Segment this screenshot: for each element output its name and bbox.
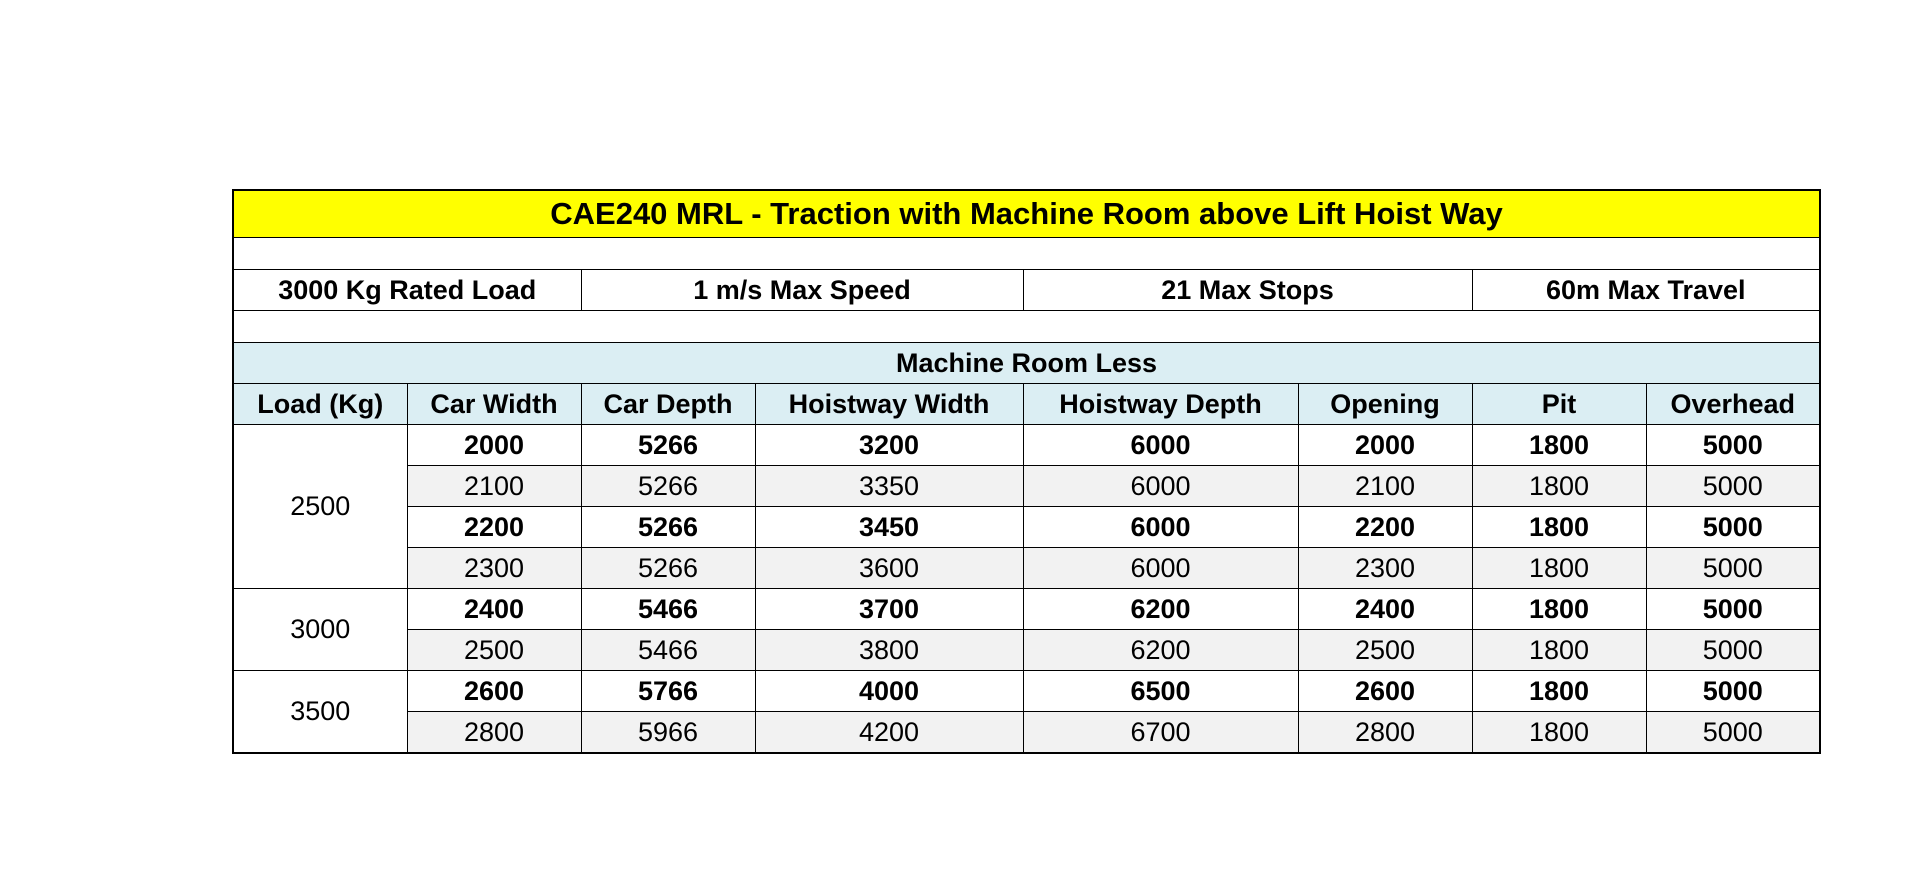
- section-title: Machine Room Less: [233, 343, 1820, 384]
- table-cell: 6500: [1023, 671, 1298, 712]
- table-cell: 2300: [407, 548, 581, 589]
- table-cell: 4200: [755, 712, 1023, 754]
- table-cell: 6200: [1023, 589, 1298, 630]
- table-cell: 2600: [407, 671, 581, 712]
- table-row: [233, 712, 1820, 754]
- spacer-row: [233, 311, 1820, 343]
- table-cell: 1800: [1472, 548, 1646, 589]
- table-cell: 2500: [1298, 630, 1472, 671]
- table-cell: 2000: [1298, 425, 1472, 466]
- table-cell: 1800: [1472, 466, 1646, 507]
- table-cell: 5266: [581, 425, 755, 466]
- table-cell: 2100: [407, 466, 581, 507]
- table-cell: 5766: [581, 671, 755, 712]
- table-cell: 1800: [1472, 507, 1646, 548]
- column-header: Hoistway Depth: [1023, 384, 1298, 425]
- table-cell: 1800: [1472, 671, 1646, 712]
- table-cell: 6000: [1023, 466, 1298, 507]
- table-row: [233, 548, 1820, 589]
- table-cell: 4000: [755, 671, 1023, 712]
- table-cell: 5466: [581, 630, 755, 671]
- table-cell: 2200: [407, 507, 581, 548]
- column-header: Load (Kg): [233, 384, 407, 425]
- table-cell: 2400: [407, 589, 581, 630]
- table-row: [233, 671, 1820, 712]
- table-cell: 3800: [755, 630, 1023, 671]
- table-row: [233, 507, 1820, 548]
- column-header: Car Depth: [581, 384, 755, 425]
- table-cell: 2800: [1298, 712, 1472, 754]
- table-cell: 5266: [581, 507, 755, 548]
- column-header-row: [233, 384, 1820, 425]
- column-header: Overhead: [1646, 384, 1820, 425]
- column-header: Opening: [1298, 384, 1472, 425]
- column-header: Pit: [1472, 384, 1646, 425]
- table-cell: 2200: [1298, 507, 1472, 548]
- table-cell: 5000: [1646, 671, 1820, 712]
- table-cell: 2100: [1298, 466, 1472, 507]
- spec-rated-load: 3000 Kg Rated Load: [233, 270, 581, 311]
- table-cell: 1800: [1472, 425, 1646, 466]
- table-cell: 3600: [755, 548, 1023, 589]
- spec-max-speed: 1 m/s Max Speed: [581, 270, 1023, 311]
- table-cell: 5000: [1646, 589, 1820, 630]
- table-cell: 1800: [1472, 589, 1646, 630]
- table-cell: 3350: [755, 466, 1023, 507]
- table-cell: 5466: [581, 589, 755, 630]
- table-cell: 6000: [1023, 548, 1298, 589]
- load-value: 2500: [233, 425, 407, 589]
- table-cell: 5266: [581, 548, 755, 589]
- table-cell: 6000: [1023, 507, 1298, 548]
- table-cell: 2500: [407, 630, 581, 671]
- table-cell: 1800: [1472, 712, 1646, 754]
- table-cell: 5000: [1646, 466, 1820, 507]
- spec-max-stops: 21 Max Stops: [1023, 270, 1472, 311]
- table-cell: 3450: [755, 507, 1023, 548]
- table-cell: 5266: [581, 466, 755, 507]
- table-title: CAE240 MRL - Traction with Machine Room above Lift Hoist Way: [233, 190, 1820, 238]
- table-cell: 5000: [1646, 712, 1820, 754]
- table-cell: 2400: [1298, 589, 1472, 630]
- column-header: Car Width: [407, 384, 581, 425]
- load-value: 3000: [233, 589, 407, 671]
- table-row: [233, 425, 1820, 466]
- table-cell: 3700: [755, 589, 1023, 630]
- table-cell: 5966: [581, 712, 755, 754]
- table-cell: 5000: [1646, 425, 1820, 466]
- table-row: [233, 630, 1820, 671]
- table-cell: 6200: [1023, 630, 1298, 671]
- table-cell: 5000: [1646, 548, 1820, 589]
- table-row: [233, 466, 1820, 507]
- spacer-row: [233, 238, 1820, 270]
- spec-max-travel: 60m Max Travel: [1472, 270, 1820, 311]
- lift-spec-table: [232, 189, 1821, 754]
- table-cell: 1800: [1472, 630, 1646, 671]
- table-cell: 2000: [407, 425, 581, 466]
- table-cell: 5000: [1646, 630, 1820, 671]
- table-cell: 2800: [407, 712, 581, 754]
- table-cell: 5000: [1646, 507, 1820, 548]
- column-header: Hoistway Width: [755, 384, 1023, 425]
- load-value: 3500: [233, 671, 407, 754]
- table-cell: 6000: [1023, 425, 1298, 466]
- table-cell: 6700: [1023, 712, 1298, 754]
- table-cell: 3200: [755, 425, 1023, 466]
- table-cell: 2600: [1298, 671, 1472, 712]
- table-cell: 2300: [1298, 548, 1472, 589]
- table-row: [233, 589, 1820, 630]
